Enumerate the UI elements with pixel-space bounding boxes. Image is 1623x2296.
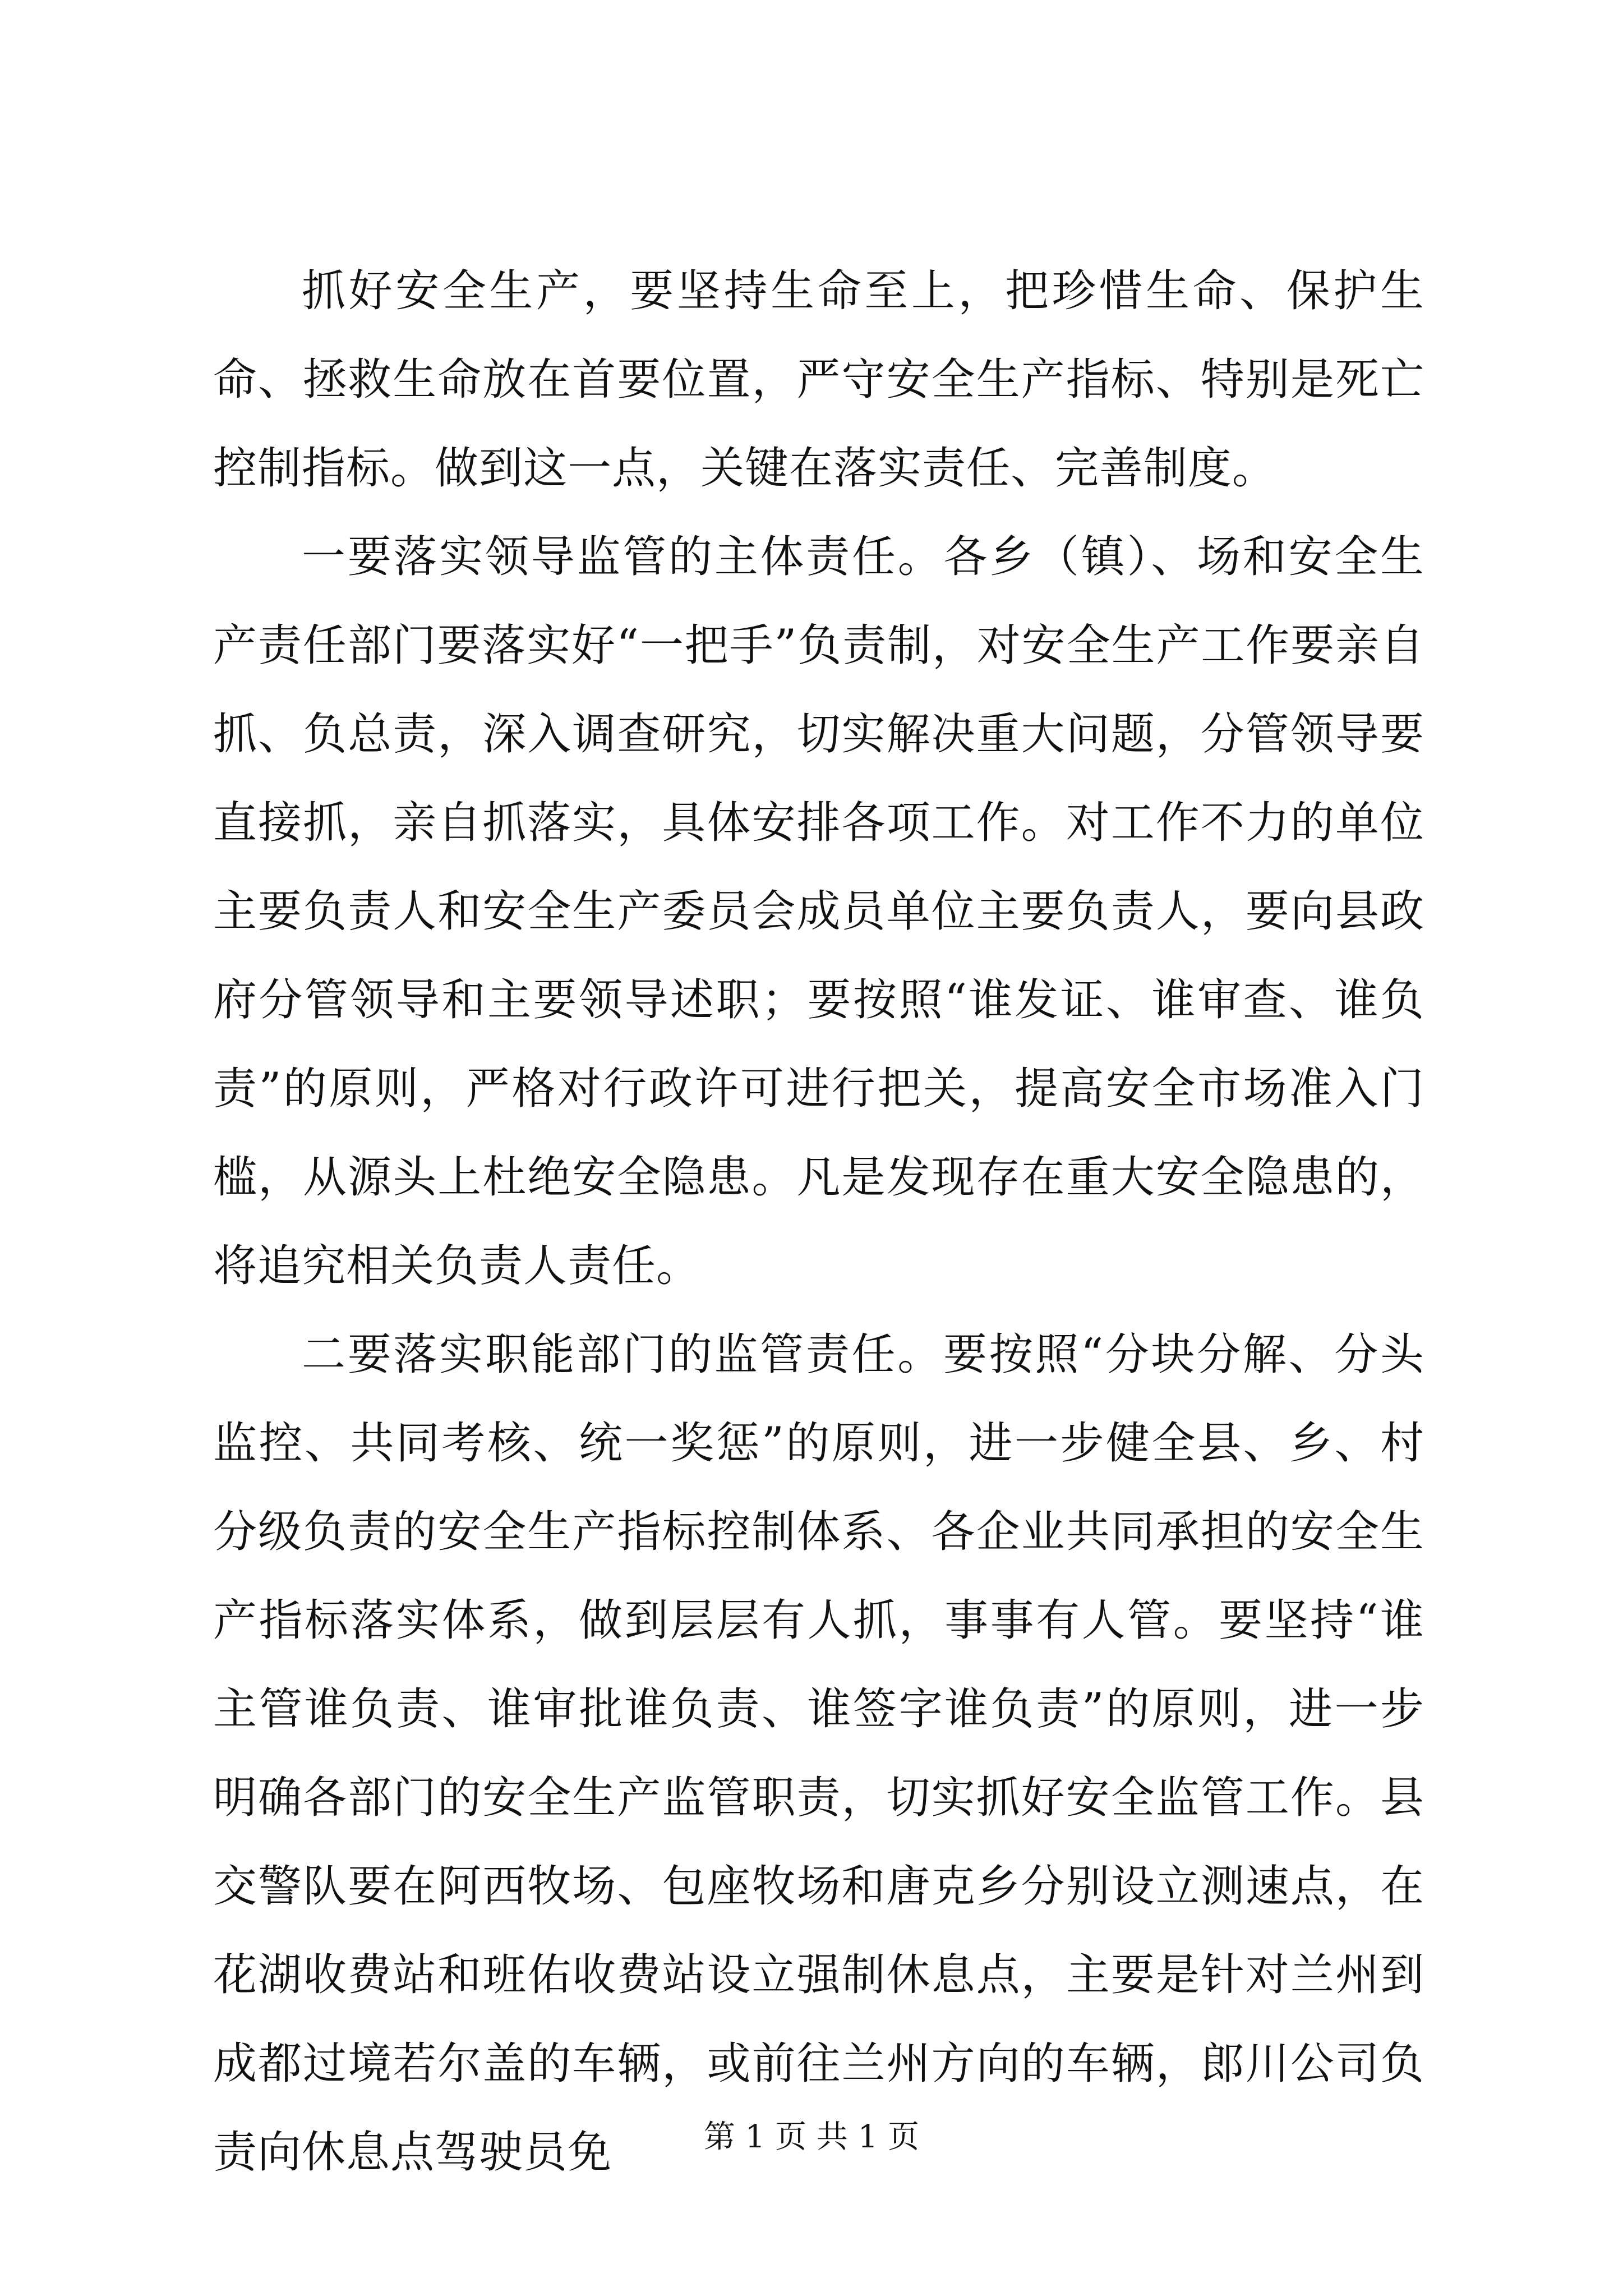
paragraph-intro: 抓好安全生产，要坚持生命至上，把珍惜生命、保护生命、拯救生命放在首要位置，严守安全生产指标、特别是死亡控制指标。做到这一点，关键在落实责任、完善制度。 — [213, 266, 1424, 494]
paragraph-department-responsibility: 二要落实职能部门的监管责任。要按照“分块分解、分头监控、共同考核、统一奖惩”的原则，进一步健全县、乡、村分级负责的安全生产指标控制体系、各企业共同承担的安全生产指标落实体系，做到层层有人抓，事事有人管。要坚持“谁主管谁负责、谁审批谁负责、谁签字谁负责”的原则，进一步明确各部门的安全生产监管职责，切实抓好安全监管工作。县交警队要在阿西牧场、包座牧场和唐克乡分别设立测速点，在花湖收费站和班佑收费站设立强制休息点，主要是针对兰州到成都过境若尔盖的车辆，或前往兰州方向的车辆，郎川公司负责向休息点驾驶员免 — [213, 1329, 1424, 2178]
paragraph-leadership-responsibility: 一要落实领导监管的主体责任。各乡（镇）、场和安全生产责任部门要落实好“一把手”负责制，对安全生产工作要亲自抓、负总责，深入调查研究，切实解决重大问题，分管领导要直接抓，亲自抓落实，具体安排各项工作。对工作不力的单位主要负责人和安全生产委员会成员单位主要负责人，要向县政府分管领导和主要领导述职；要按照“谁发证、谁审查、谁负责”的原则，严格对行政许可进行把关，提高安全市场准入门槛，从源头上杜绝安全隐患。凡是发现存在重大安全隐患的，将追究相关负责人责任。 — [213, 532, 1424, 1291]
document-body — [213, 247, 1424, 2197]
page-number-footer: 第 1 页 共 1 页 — [703, 2119, 920, 2155]
